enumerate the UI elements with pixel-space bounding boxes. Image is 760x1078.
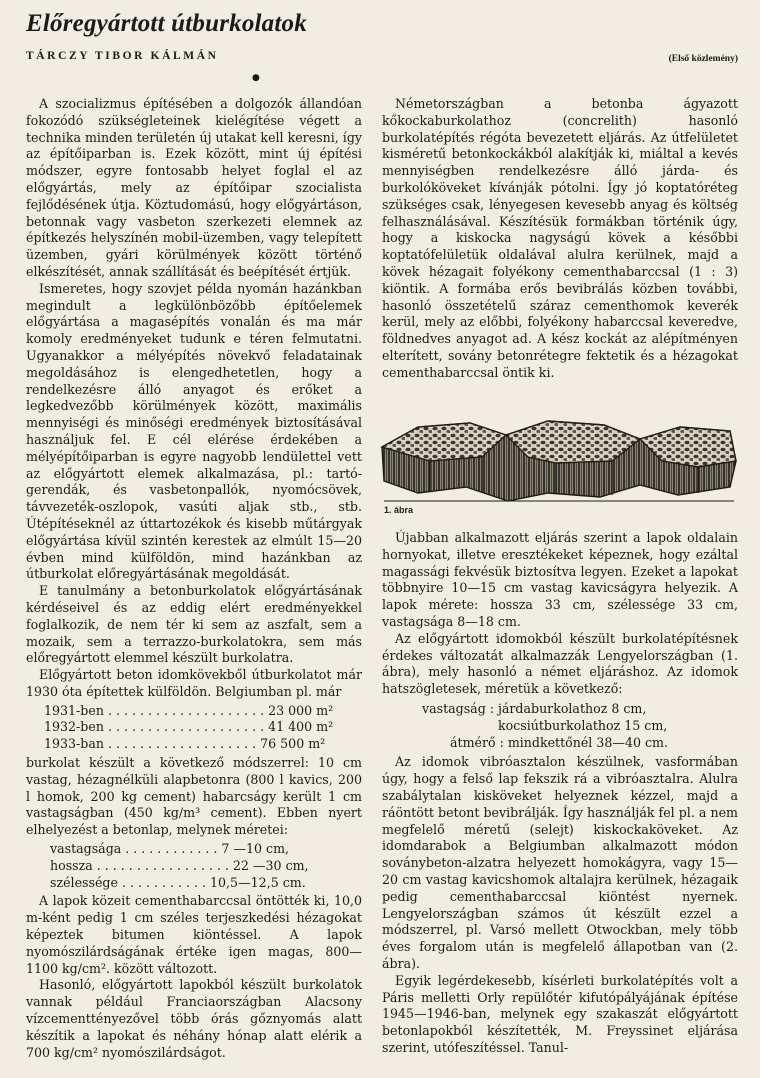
year-label: 1932-ben (44, 719, 104, 735)
area-value: 76 500 m² (260, 736, 326, 752)
belgium-table (44, 703, 362, 753)
dimension-table (50, 841, 362, 891)
dot-leader: . . . . . . . . . . . . . . . . . . . (108, 736, 261, 752)
table-row (44, 703, 362, 720)
dot-leader: . . . . . . . . . . . (121, 874, 211, 890)
list-item: vastagság : járdaburkolathoz 8 cm, (422, 700, 647, 716)
dimension-unit: cm. (282, 874, 306, 890)
paragraph: E tanulmány a betonburkolatok előgyártásának kérdéseivel és az eddig elért eredményekkel foglalkozik, de nem tér ki sem az aszfalt, sem a mozaik, sem a terrazzo-burkolatokra, sem más előregyártott elemmel készült burkolatra. (26, 583, 362, 666)
paragraph: Az idomok vibróasztalon készülnek, vasformában úgy, hogy a felső lap fekszik rá a vibróasztalra. Alulra szabálytalan kisköveket helyeznek kézzel, majd a ráöntött betont bevibrálják. Így használják fel pl. a nem megfelelő méretű (selejt) kiskockaköveket. Az idomdarabok a Belgiumban alkalmazott módon soványbeton-alzatra helyezett homokágyra, vagy 15—20 cm vastag kavicshomok altalajra kerülnek, hézagaik pedig cementhabarccsal kiöntést nyernek. Lengyelországban számos út készült ezzel a módszerrel, pl. Varsó mellett Otwockban, mely több éves forgalom után is megfelelő állapotban van (2. ábra). (382, 754, 738, 971)
table-row (50, 875, 362, 892)
table-row (44, 736, 362, 753)
hexagonal-pavement-figure (378, 405, 740, 513)
dot-leader: . . . . . . . . . . . . . . . . . . . . (107, 719, 269, 735)
paragraph: Újabban alkalmazott eljárás szerint a lapok oldalain hornyokat, illetve eresztékeket képeznek, hogy ezáltal magassági fekvésük biztosítva legyen. Ezeket a lapokat többnyire 10—15 cm vastag kavicságyra helyezik. A lapok mérete: hossza 33 cm, szélessége 33 cm, vastagsága 8—18 cm. (382, 530, 738, 629)
dimension-unit: cm, (285, 857, 309, 873)
year-label: 1933-ban (44, 736, 104, 752)
paragraph: Ismeretes, hogy szovjet példa nyomán hazánkban megindult a legkülönbözőbb építőelemek előgyártása a magasépítés vonalán és ma már komoly eredményeket tudunk e téren felmutatni. Ugyanakkor a mélyépítés növekvő feladatainak megoldásához is elengedhetetlen, hogy a rendelkezésre álló anyagot és erőket a legkedvezőbb körülmények között, maximális mennyiségi és minőségi eredmények biztosításával használjuk fel. E cél elérése érdekében a mélyépítőiparban is egyre nagyobb lendülettel vett az előgyártott elemek alkalmazása, pl.: tartó-gerendák, és vasbetonpallók, nyomócsövek, távvezeték-oszlopok, vasúti aljak stb., stb. Útépítéseknél az úttartozékok és kisebb műtárgyak előgyártása kívül szintén kerestek az elmúlt 15—20 évben mind külföldön, mind hazánkban az útburkolat előregyártásának megoldását. (26, 280, 362, 582)
paragraph: Az előgyártott idomokból készült burkolatépítésnek érdekes változatát alkalmazzák Lengyelországban (1. ábra), mely hasonló a német eljáráshoz. Az idomok hatszögletesek, méretük a következő: (382, 630, 738, 697)
separator-dot: ● (252, 73, 260, 83)
area-value: 41 400 m² (268, 719, 334, 735)
dimension-label: hossza (50, 857, 93, 873)
table-row (50, 841, 362, 858)
right-column-bottom (382, 530, 738, 1057)
article-title: Előregyártott útburkolatok (26, 10, 307, 37)
left-column (26, 96, 362, 1061)
paragraph: Előgyártott beton idomkövekből útburkolatot már 1930 óta építettek külföldön. Belgiumban pl. már (26, 667, 362, 699)
dimension-label: szélessége (50, 874, 118, 890)
year-label: 1931-ben (44, 702, 104, 718)
author-name: TÁRCZY TIBOR KÁLMÁN (26, 50, 219, 62)
list-item: kocsiútburkolathoz 15 cm, (498, 717, 668, 733)
table-row (44, 719, 362, 736)
dimension-value: 7 —10 (221, 841, 262, 857)
dot-leader: . . . . . . . . . . . . (125, 841, 222, 857)
paragraph: burkolat készült a következő módszerrel: 10 cm vastag, hézagnélküli alapbetonra (800 l kavics, 200 l homok, 200 kg cement) habarcságy került 1 cm vastagságban (450 kg/m³ cement). Ebben nyert elhelyezést a betonlap, melynek méretei: (26, 755, 362, 838)
paragraph: A szocializmus építésében a dolgozók állandóan fokozódó szükségleteinek kielégítése végett a technika minden területén új utakat kell keresni, így az építőiparban is. Ezek között, mint új építési módszer, egyre fontosabb helyet foglal el az előgyártás, mely az építőipar szocialista fejlődésének útja. Köztudomású, hogy előgyártáson, betonnak vagy vasbeton szerkezeti elemnek az építkezés helyszínén mobil-üzemben, vagy telepített üzemben, gyári körülmények között történő elkészítését, annak szállítását és beépítését értjük. (26, 96, 362, 279)
dot-leader: . . . . . . . . . . . . . . . . . . . . (107, 702, 269, 718)
area-value: 23 000 m² (268, 702, 334, 718)
paragraph: Németországban a betonba ágyazott kőkockaburkolathoz (concrelith) hasonló burkolatépítés régóta bevezetett eljárás. Az útfelületet kisméretű betonkockákból alakítják ki, miáltal a kevés mennyiségben rendelkezésre álló járda- és burkolóköveket kívánják pótolni. Így jó koptatóréteg szükséges csak, lényegesen kevesebb anyag és költség felhasználásával. Készítésük formákban történik úgy, hogy a kiskocka nagyságú kövek a későbbi koptatófelületük oldalával alulra kerülnek, majd a kövek hézagait folyékony cementhabarccsal (1 : 3) kiöntik. A formába erős bevibrálás közben további, hasonló összetételű száraz cementhomok keverék kerül, mely az előbbi, folyékony habarccsal keveredve, földnedves anyagot ad. A kész kockát az alépítményen elterített, sovány betonrétegre fektetik és a hézagokat cementhabarccsal öntik ki. (382, 96, 738, 380)
list-item: átmérő : mindkettőnél 38—40 cm. (450, 734, 668, 750)
right-column-top (382, 96, 738, 382)
thickness-list (422, 701, 738, 751)
dot-leader: . . . . . . . . . . . . . . . . . (96, 857, 233, 873)
figure-caption: 1. ábra (384, 505, 414, 515)
dimension-value: 22 —30 (232, 857, 282, 873)
table-row (50, 858, 362, 875)
dimension-label: vastagsága (50, 841, 122, 857)
dimension-unit: cm, (266, 841, 290, 857)
dimension-value: 10,5—12,5 (210, 874, 279, 890)
installment-note: (Első közlemény) (668, 54, 738, 64)
paragraph: A lapok közeit cementhabarccsal öntötték ki, 10,0 m-ként pedig 1 cm széles terjeszkedési hézagokat képeztek bitumen kiöntéssel. A lapok nyomószilárdságának értéke igen magas, 800—1100 kg/cm². között változott. (26, 893, 362, 976)
paragraph: Hasonló, előgyártott lapokból készült burkolatok vannak például Franciaországban Alacsony vízcementtényezővel több órás gőznyomás alatt készítik a lapokat és néhány hónap alatt elérik a 700 kg/cm² nyomószilárdságot. (26, 977, 362, 1060)
paragraph: Egyik legérdekesebb, kísérleti burkolatépítés volt a Páris melletti Orly repülőtér kifutópályájának építése 1945—1946-ban, melynek egy szakaszát előgyártott betonlapokból készítették, M. Freyssinet eljárása szerint, utófeszítéssel. Tanul- (382, 972, 738, 1055)
